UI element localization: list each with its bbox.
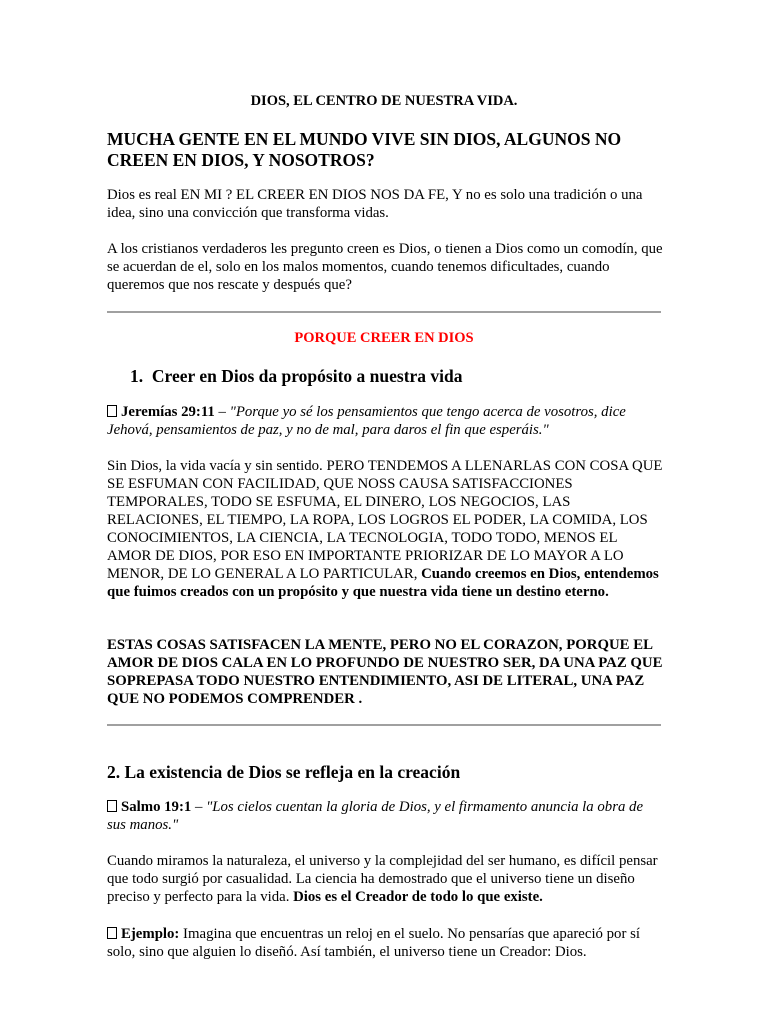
paragraph-2: A los cristianos verdaderos les pregunto creen es Dios, o tienen a Dios como un comodín, que se acuerdan de el, solo en los malos momentos, cuando tenemos dificultades, cuando queremos que nos rescate y después que? (107, 241, 663, 293)
point-1-number: 1. (130, 366, 144, 386)
point-2-verse (107, 798, 663, 834)
point-1-title (130, 366, 663, 387)
box-icon (107, 405, 117, 417)
point-1-body (107, 457, 663, 601)
verse-separator: – (191, 799, 207, 815)
point-2-title: 2. La existencia de Dios se refleja en la creación (107, 762, 461, 782)
point-2-body-text: Cuando miramos la naturaleza, el universo y la complejidad del ser humano, es difícil pensar que todo surgió por casualidad. La ciencia ha demostrado que el universo tiene un diseño preciso y perfecto para la vida. (107, 853, 658, 905)
verse-reference: Jeremías 29:11 (121, 404, 215, 420)
example-text: Imagina que encuentras un reloj en el suelo. No pensarías que apareció por sí solo, sino que alguien lo diseñó. Así también, el universo tiene un Creador: Dios. (107, 926, 640, 960)
main-heading: MUCHA GENTE EN EL MUNDO VIVE SIN DIOS, ALGUNOS NO CREEN EN DIOS, Y NOSOTROS? (107, 129, 622, 170)
point-1-emphasis-text: ESTAS COSAS SATISFACEN LA MENTE, PERO NO EL CORAZON, PORQUE EL AMOR DE DIOS CALA EN LO PROFUNDO DE NUESTRO SER, DA UNA PAZ QUE SOPREPASA TODO NUESTRO ENTENDIMIENTO, ASI DE LITERAL, UNA PAZ QUE NO PODEMOS COMPRENDER . (107, 637, 663, 707)
point-1-emphasis (107, 636, 663, 708)
verse-separator: – (214, 404, 230, 420)
point-2-body (107, 852, 663, 906)
point-2-body-bold: Dios es el Creador de todo lo que existe. (293, 889, 543, 905)
point-1-verse (107, 403, 663, 439)
divider-2 (107, 724, 661, 726)
example-label: Ejemplo: (121, 926, 180, 942)
verse-text: "Los cielos cuentan la gloria de Dios, y el firmamento anuncia la obra de sus manos." (107, 799, 644, 833)
paragraph-1: Dios es real EN MI ? EL CREER EN DIOS NOS DA FE, Y no es solo una tradición o una idea, sino una convicción que transforma vidas. (107, 187, 643, 221)
point-2-example (107, 925, 663, 961)
point-1-body-bold: Cuando creemos en Dios, entendemos que fuimos creados con un propósito y que nuestra vida tiene un destino eterno. (107, 566, 659, 600)
verse-text: "Porque yo sé los pensamientos que tengo acerca de vosotros, dice Jehová, pensamientos de paz, y no de mal, para daros el fin que esperáis." (107, 404, 626, 438)
point-1-title-text: Creer en Dios da propósito a nuestra vida (151, 366, 463, 386)
point-1-body-text: Sin Dios, la vida vacía y sin sentido. PERO TENDEMOS A LLENARLAS CON COSA QUE SE ESFUMAN CON FACILIDAD, QUE NOSS CAUSA SATISFACCIONES TEMPORALES, TODO SE ESFUMA, EL DINERO, LOS NEGOCIOS, LAS RELACIONES, EL TIEMPO, LA ROPA, LOS LOGROS EL PODER, LA COMIDA, LOS CONOCIMIENTOS, LA CIENCIA, LA TECNOLOGIA, TODO TODO, MENOS EL AMOR DE DIOS, POR ESO EN IMPORTANTE PRIORIZAR DE LO MAYOR A LO MENOR, DE LO GENERAL A LO PARTICULAR, (107, 458, 663, 582)
section-title: PORQUE CREER EN DIOS (294, 330, 474, 346)
box-icon (107, 927, 117, 939)
verse-reference: Salmo 19:1 (121, 799, 192, 815)
document-title: DIOS, EL CENTRO DE NUESTRA VIDA. (250, 93, 518, 109)
box-icon (107, 800, 117, 812)
divider-1 (107, 311, 661, 313)
